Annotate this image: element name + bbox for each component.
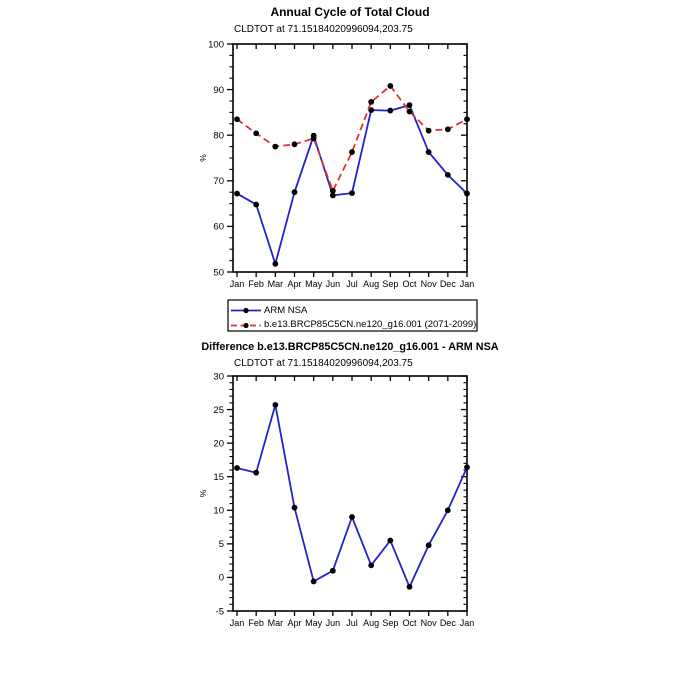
chart-1-xtick-label: Nov xyxy=(420,618,437,628)
chart-1-xtick-label: Feb xyxy=(248,618,264,628)
chart-1-xtick-label: Mar xyxy=(267,618,284,628)
chart2-subtitle: CLDTOT at 71.15184020996094,203.75 xyxy=(234,358,413,369)
chart-1-xtick-label: Dec xyxy=(439,618,456,628)
chart-0-xtick-label: Aug xyxy=(363,279,380,289)
chart-1 xyxy=(198,371,474,628)
chart-1-series-0-line xyxy=(237,405,467,587)
chart-0-xtick-label: Jan xyxy=(229,279,245,289)
chart-0-series-0-line xyxy=(237,105,467,264)
chart-1-xtick-label: Oct xyxy=(402,618,417,628)
chart-1-ytick-label: 25 xyxy=(213,404,224,416)
chart-0-ytick-label: 70 xyxy=(213,176,224,188)
chart-0-ytick-label: 100 xyxy=(208,39,224,51)
legend-label-arm-nsa: ARM NSA xyxy=(264,305,308,316)
chart-1-ytick-label: 20 xyxy=(213,438,224,450)
chart-0-series-0-markers xyxy=(234,102,470,266)
chart-0-xtick-label: Dec xyxy=(439,279,456,289)
chart-1-ytick-label: -5 xyxy=(215,606,224,618)
chart-1-xtick-label: Jan xyxy=(459,618,475,628)
chart-0-ylabel: % xyxy=(198,154,208,162)
chart-1-xtick-label: Jan xyxy=(229,618,245,628)
chart-1-xtick-label: Jul xyxy=(346,618,358,628)
chart-1-ytick-label: 15 xyxy=(213,472,224,484)
chart-0-xtick-label: May xyxy=(305,279,323,289)
chart-0-ytick-label: 90 xyxy=(213,84,224,96)
chart-1-series-0-markers xyxy=(234,402,470,590)
chart-1-xtick-label: Sep xyxy=(382,618,399,628)
chart-0-ytick-label: 60 xyxy=(213,221,224,233)
chart-0-xtick-label: Oct xyxy=(402,279,417,289)
chart-1-ylabel: % xyxy=(198,489,208,498)
chart-0-xtick-label: Jan xyxy=(459,279,475,289)
chart-1-xtick-label: May xyxy=(305,618,323,628)
chart-0-ytick-label: 80 xyxy=(213,130,224,142)
chart-0-xtick-label: Apr xyxy=(287,279,302,289)
chart1-title: Annual Cycle of Total Cloud xyxy=(270,5,430,19)
chart-0-xtick-label: Feb xyxy=(248,279,264,289)
chart-1-ytick-label: 30 xyxy=(213,371,224,383)
chart-1-xtick-label: Apr xyxy=(287,618,302,628)
chart-1-xtick-label: Jun xyxy=(325,618,341,628)
chart2-title: Difference b.e13.BRCP85C5CN.ne120_g16.001 - ARM NSA xyxy=(201,341,499,353)
chart-1-xtick-label: Aug xyxy=(363,618,380,628)
chart-0-series-1-markers xyxy=(234,83,470,194)
chart-0-ytick-label: 50 xyxy=(213,267,224,279)
chart-0-xtick-label: Jun xyxy=(325,279,341,289)
chart-1-ytick-label: 0 xyxy=(218,572,224,584)
chart1-subtitle: CLDTOT at 71.15184020996094,203.75 xyxy=(234,24,413,35)
chart-0 xyxy=(198,39,477,331)
chart-1-ytick-label: 10 xyxy=(213,505,224,517)
chart-0-ticks xyxy=(227,44,467,277)
chart-0-series-1-line xyxy=(237,86,467,191)
chart-0-xtick-label: Mar xyxy=(267,279,284,289)
chart-0-xtick-label: Jul xyxy=(346,279,358,289)
chart-0-xtick-label: Nov xyxy=(420,279,437,289)
chart-1-ticks xyxy=(227,376,467,616)
legend-label-model-run: b.e13.BRCP85C5CN.ne120_g16.001 (2071-2099) xyxy=(264,319,477,330)
chart-1-ytick-label: 5 xyxy=(218,539,224,551)
chart-0-xtick-label: Sep xyxy=(382,279,399,289)
chart-1-frame xyxy=(233,376,467,611)
